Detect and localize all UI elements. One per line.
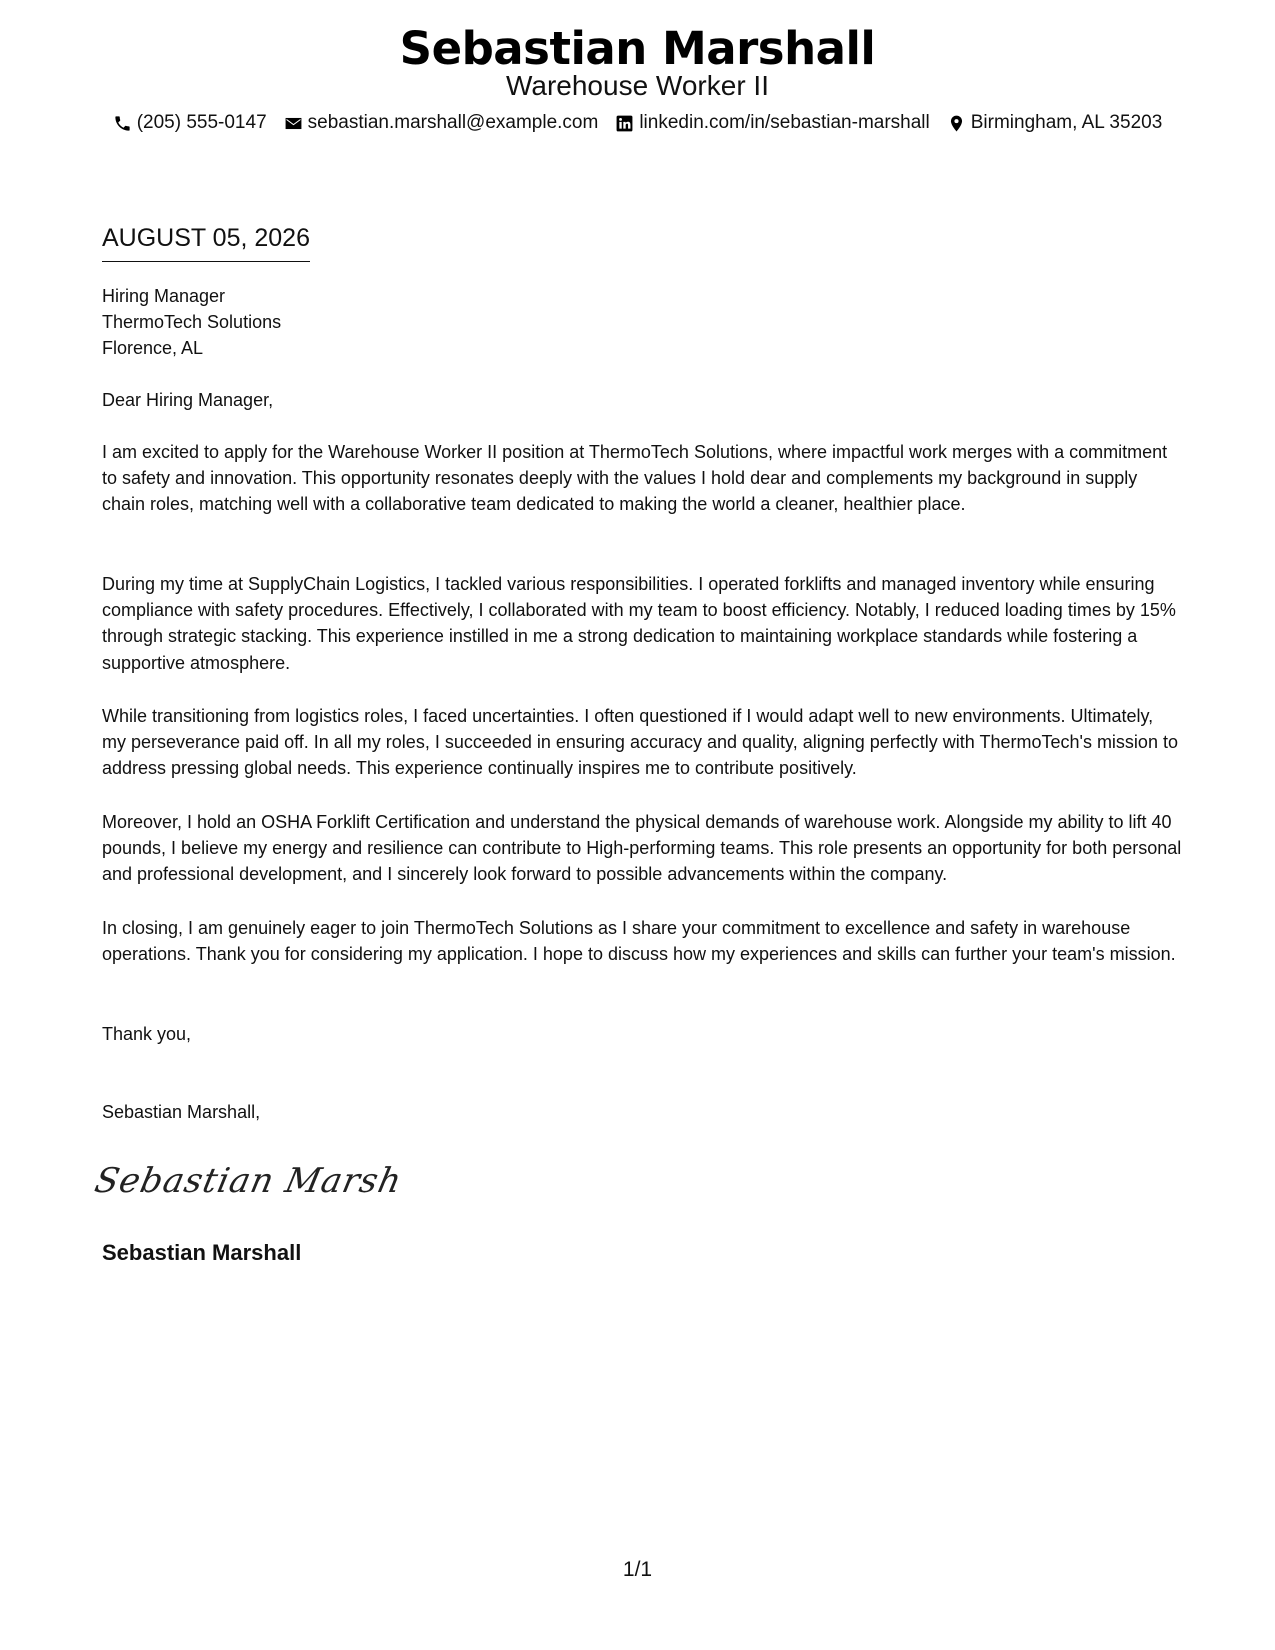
location-text: Birmingham, AL 35203: [970, 112, 1163, 133]
sender-line: Sebastian Marshall,: [102, 1102, 261, 1122]
contact-phone: [113, 112, 267, 134]
recipient-location: Florence, AL: [102, 338, 204, 358]
handwritten-signature: [91, 1150, 406, 1210]
phone-icon: [113, 114, 132, 133]
recipient-company: ThermoTech Solutions: [102, 312, 282, 332]
recipient-title: Hiring Manager: [102, 286, 226, 306]
contact-email: [284, 112, 599, 134]
letter-paragraph: In closing, I am genuinely eager to join ThermoTech Solutions as I share your commitment to excellence and safety in warehouse operations. Thank you for considering my application. I hope to discuss how my experiences and skills can further your team's mission.: [102, 918, 1176, 965]
letter-paragraph: During my time at SupplyChain Logistics, I tackled various responsibilities. I operated forklifts and managed inventory while ensuring compliance with safety procedures. Effectively, I collaborated with my team to boost efficiency. Notably, I reduced loading times by 15% through strategic stacking. This experience instilled in me a strong dedication to maintaining workplace standards while fostering a supportive atmosphere.: [102, 574, 1176, 673]
map-pin-icon: [947, 114, 966, 133]
linkedin-text: linkedin.com/in/sebastian-marshall: [639, 112, 930, 133]
letter-date: AUGUST 05, 2026: [102, 224, 310, 262]
applicant-name: Sebastian Marshall: [399, 22, 876, 75]
closing: Thank you,: [102, 1024, 192, 1044]
applicant-role: Warehouse Worker II: [506, 70, 769, 101]
letter-paragraph: While transitioning from logistics roles, I faced uncertainties. I often questioned if I would adapt well to new environments. Ultimately, my perseverance paid off. In all my roles, I succeeded in ensuring accuracy and quality, aligning perfectly with ThermoTech's mission to address pressing global needs. This experience continually inspires me to contribute positively.: [102, 706, 1178, 779]
phone-text: (205) 555-0147: [136, 112, 267, 133]
letter-paragraph: Moreover, I hold an OSHA Forklift Certification and understand the physical demands of warehouse work. Alongside my ability to lift 40 pounds, I believe my energy and resilience can contribute to High-performing teams. This role presents an opportunity for both personal and professional development, and I sincerely look forward to possible advancements within the company.: [102, 812, 1182, 885]
salutation: Dear Hiring Manager,: [102, 390, 274, 410]
signed-name: Sebastian Marshall: [102, 1240, 302, 1265]
email-text: sebastian.marshall@example.com: [307, 112, 599, 133]
recipient-block: [102, 283, 281, 361]
page-indicator: 1/1: [622, 1558, 653, 1581]
contact-bar: [0, 112, 1275, 134]
contact-location: [947, 112, 1163, 134]
contact-linkedin: [615, 112, 929, 134]
linkedin-icon: [615, 114, 634, 133]
signature-glyphs: Sebastian Marsh: [91, 1161, 406, 1201]
envelope-icon: [284, 114, 303, 133]
letter-paragraph: I am excited to apply for the Warehouse Worker II position at ThermoTech Solutions, where impactful work merges with a commitment to safety and innovation. This opportunity resonates deeply with the values I hold dear and complements my background in supply chain roles, matching well with a collaborative team dedicated to making the world a cleaner, healthier place.: [102, 442, 1168, 515]
